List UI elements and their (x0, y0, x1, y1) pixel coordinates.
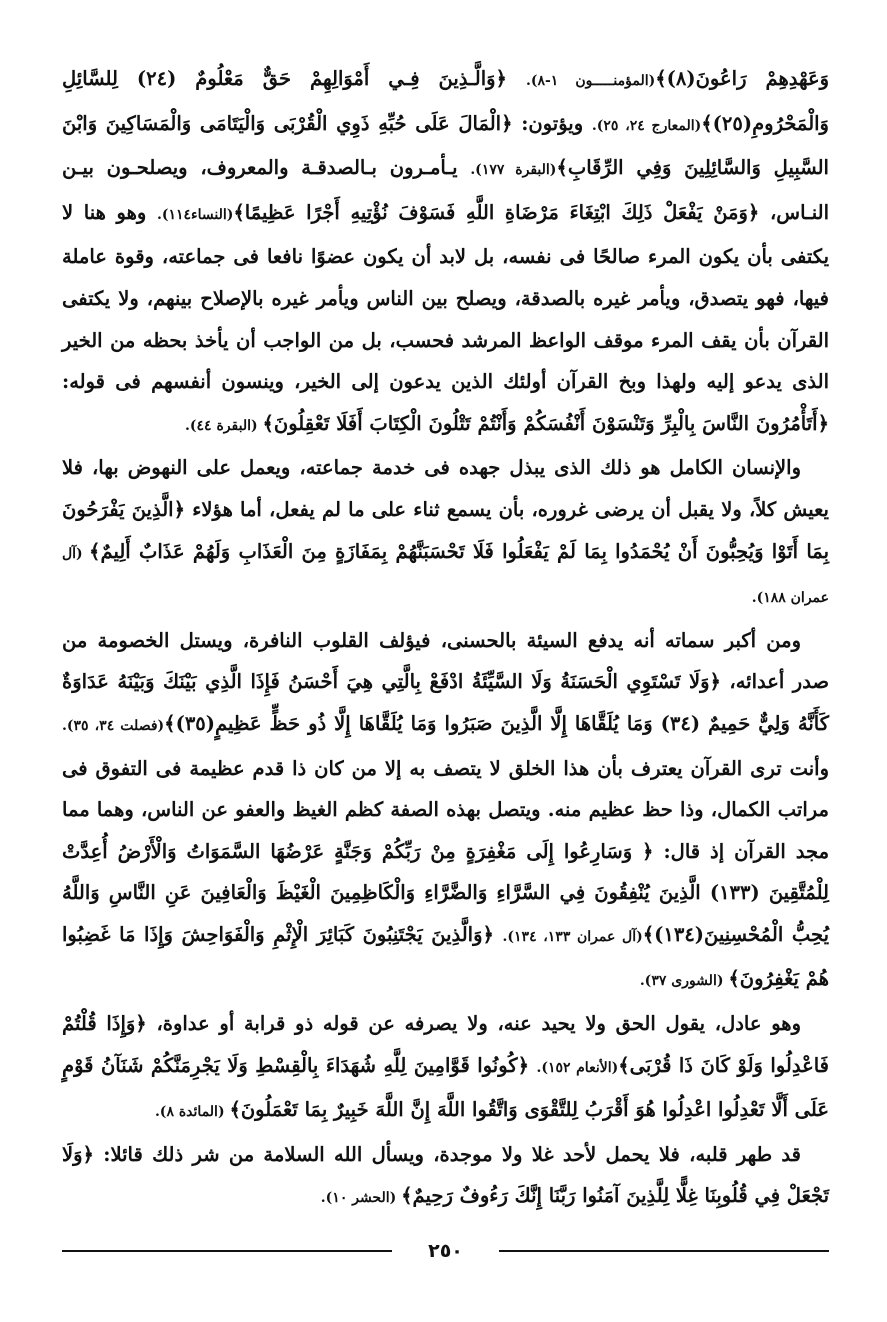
page-footer (62, 1240, 829, 1262)
body-text (62, 58, 829, 1220)
body-run (494, 923, 503, 946)
verse-reference: (آل عمران ١٨٨). (62, 545, 829, 607)
verse-reference: (النساء١١٤). (156, 206, 234, 223)
verse-reference: (البقرة ١٧٧). (470, 162, 557, 179)
verse-reference: (المعارج ٢٤، ٢٥). (591, 117, 702, 134)
paragraph (62, 58, 829, 447)
verse-reference: (الشورى ٣٧). (639, 973, 729, 990)
quran-verse: ﴿الْمَالَ عَلَى حُبِّهِ ذَوِي الْقُرْبَى وَالْيَتَامَى وَالْمَسَاكِينَ وَابْنَ السَّبِيلِ وَالسَّائِلِينَ وَفِي الرِّقَابِ﴾ (62, 111, 829, 180)
verse-reference: (البقرة ٤٤). (185, 417, 263, 434)
verse-reference: (المائدة ٨). (154, 1104, 230, 1121)
body-run: يـأمـرون بـالصدقـة والمعروف، ويصلحـون بيـن النـاس، (62, 156, 829, 224)
quran-verse: ﴿ وَسَارِعُوا إِلَى مَغْفِرَةٍ مِنْ رَبِّكُمْ وَجَنَّةٍ عَرْضُهَا السَّمَوَاتُ وَالْأَرْضُ أُعِدَّتْ لِلْمُتَّقِينَ (١٣٣) الَّذِينَ يُنْفِقُونَ فِي السَّرَّاءِ وَالضَّرَّاءِ وَالْكَاظِمِينَ الْغَيْظَ وَالْعَافِينَ عَنِ النَّاسِ وَاللَّهُ يُحِبُّ الْمُحْسِنِينَ(١٣٤)﴾ (62, 839, 829, 946)
body-run: وهو هنا لا يكتفى بأن يكون المرء صالحًا فى نفسه، بل لابد أن يكون عضوًا نافعا فى جماعته، وقوة عاملة فيها، فهو يتصدق، ويأمر غيره بالصدقة، ويصلح بين الناس ويأمر غيره بالإصلاح بينهم، ولا يكتفى القرآن بأن يقف المرء موقف الواعظ المرشد فحسب، بل من الواجب أن يأخذ بحظه من الخير الذى يدعو إليه ولهذا وبخ القرآن أولئك الذين يدعون إلى الخير، وينسون أنفسهم فى قوله: (62, 200, 829, 394)
paragraph (62, 620, 829, 1003)
quran-verse: وَعَهْدِهِمْ رَاعُونَ(٨)﴾ (655, 67, 829, 90)
body-run: قد طهر قلبه، فلا يحمل لأحد غلا ولا موجدة، ويسأل الله السلامة من شر ذلك قائلا: (93, 1142, 801, 1166)
quran-verse: ﴿وَلَا تَجْعَلْ فِي قُلُوبِنَا غِلًّا لِلَّذِينَ آمَنُوا رَبَّنَا إِنَّكَ رَءُوفٌ رَحِيمٌ﴾ (62, 1142, 829, 1208)
paragraph (62, 447, 829, 619)
body-run: ويؤتون: (512, 111, 592, 135)
body-run: وهو عادل، يقول الحق ولا يحيد عنه، ولا يصرفه عن قوله ذو قرابة أو عداوة، (146, 1012, 801, 1036)
paragraph (62, 1134, 829, 1220)
verse-reference: (فصلت ٣٤، ٣٥). (62, 717, 165, 734)
paragraph (62, 1003, 829, 1134)
quran-verse: ﴿وَإِذَا قُلْتُمْ فَاعْدِلُوا وَلَوْ كَانَ ذَا قُرْبَى﴾ (62, 1012, 829, 1077)
quran-verse: ﴿وَلَا تَسْتَوِي الْحَسَنَةُ وَلَا السَّيِّئَةُ ادْفَعْ بِالَّتِي هِيَ أَحْسَنُ فَإِذَا الَّذِي بَيْنَكَ وَبَيْنَهُ عَدَاوَةٌ كَأَنَّهُ وَلِيٌّ حَمِيمٌ (٣٤) وَمَا يُلَقَّاهَا إِلَّا الَّذِينَ صَبَرُوا وَمَا يُلَقَّاهَا إِلَّا ذُو حَظٍّ عَظِيمٍ(٣٥)﴾ (62, 670, 829, 735)
verse-reference: (الحشر ١٠). (320, 1190, 402, 1207)
body-run: والإنسان الكامل هو ذلك الذى يبذل جهده فى خدمة جماعته، ويعمل على النهوض بها، فلا يعيش كلاً، ولا يقبل أن يرضى غروره، بأن يسمع ثناء على ما لم يفعل، أما هؤلاء (62, 456, 829, 521)
quran-verse: ﴿كُونُوا قَوَّامِينَ لِلَّهِ شُهَدَاءَ بِالْقِسْطِ وَلَا يَجْرِمَنَّكُمْ شَنَآنُ قَوْمٍ عَلَى أَلَّا تَعْدِلُوا اعْدِلُوا هُوَ أَقْرَبُ لِلتَّقْوَى وَاتَّقُوا اللَّهَ إِنَّ اللَّهَ خَبِيرٌ بِمَا تَعْمَلُونَ﴾ (62, 1053, 829, 1122)
footer-rule-right (499, 1250, 829, 1252)
footer-rule-left (62, 1250, 392, 1252)
quran-verse: ﴿وَمَنْ يَفْعَلْ ذَلِكَ ابْتِغَاءَ مَرْضَاةِ اللَّهِ فَسَوْفَ نُؤْتِيهِ أَجْرًا عَظِيمًا﴾ (233, 200, 760, 224)
body-run: ومن أكبر سماته أنه يدفع السيئة بالحسنى، فيؤلف القلوب النافرة، ويستل الخصومة من صدر أعدائه، (62, 628, 830, 694)
verse-reference: (آل عمران ١٣٣، ١٣٤). (502, 928, 643, 945)
quran-verse: ﴿وَالَّذِينَ يَجْتَنِبُونَ كَبَائِرَ الْإِثْمِ وَالْفَوَاحِشَ وَإِذَا مَا غَضِبُوا هُمْ يَغْفِرُونَ﴾ (62, 922, 829, 991)
body-run (529, 1054, 537, 1077)
quran-verse: ﴿الَّذِينَ يَفْرَحُونَ بِمَا أَتَوْا وَيُحِبُّونَ أَنْ يُحْمَدُوا بِمَا لَمْ يَفْعَلُوا فَلَا تَحْسَبَنَّهُمْ بِمَفَازَةٍ مِنَ الْعَذَابِ وَلَهُمْ عَذَابٌ أَلِيمٌ﴾ (62, 497, 830, 563)
quran-verse: ﴿وَالَّـذِينَ فِـي أَمْوَالِهِمْ حَقٌّ مَعْلُومٌ (٢٤) لِلسَّائِلِ وَالْمَحْرُومِ(٢٥)﴾ (62, 67, 829, 135)
verse-reference: (المؤمنـــــون ١-٨). (525, 73, 656, 89)
page-number: ٢٥٠ (428, 1240, 463, 1262)
body-run: وأنت ترى القرآن يعترف بأن هذا الخلق لا يتصف به إلا من كان ذا قدم عظيمة فى التفوق فى مراتب الكمال، وذا حظ عظيم منه. ويتصل بهذه الصفة كظم الغيظ والعفو عن الناس، وهما مما مجد القرآن إذ قال: (62, 756, 830, 863)
quran-verse: ﴿أَتَأْمُرُونَ النَّاسَ بِالْبِرِّ وَتَنْسَوْنَ أَنْفُسَكُمْ وَأَنْتُمْ تَتْلُونَ الْكِتَابَ أَفَلَا تَعْقِلُونَ﴾ (262, 411, 829, 435)
verse-reference: (الأنعام ١٥٢). (536, 1059, 619, 1076)
